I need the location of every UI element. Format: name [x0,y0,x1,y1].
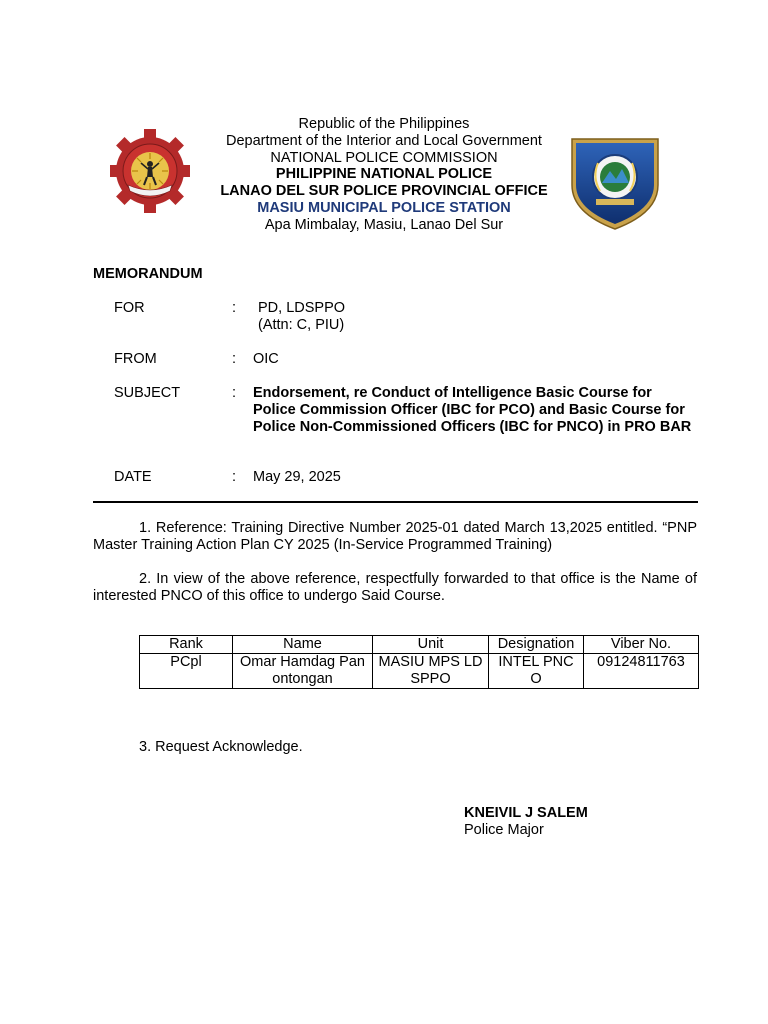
memo-date-value: May 29, 2025 [253,469,341,485]
header-commission: NATIONAL POLICE COMMISSION [270,149,498,166]
column-header-unit: Unit [373,636,489,654]
table-row [140,654,699,689]
paragraph-acknowledge: 3. Request Acknowledge. [139,739,303,755]
header-station: MASIU MUNICIPAL POLICE STATION [257,199,511,216]
memo-for-value [258,300,703,334]
memo-colon: : [232,351,237,367]
letterhead [0,116,768,234]
header-address: Apa Mimbalay, Masiu, Lanao Del Sur [264,216,504,233]
table-header-row [140,636,699,654]
memo-for-attn: (Attn: C, PIU) [258,317,345,333]
header-provincial-office: LANAO DEL SUR POLICE PROVINCIAL OFFICE [220,183,548,200]
header-agency: PHILIPPINE NATIONAL POLICE [275,166,493,183]
cell-unit: MASIU MPS LDSPPO [373,654,489,689]
header-department: Department of the Interior and Local Government [226,132,542,149]
signatory-name: KNEIVIL J SALEM [464,805,588,821]
paragraph-reference: 1. Reference: Training Directive Number 2025-01 dated March 13,2025 entitled. “PNP Master Training Action Plan CY 2025 (In-Service Programmed Training) [93,520,697,553]
memo-title: MEMORANDUM [93,266,203,282]
column-header-name: Name [233,636,373,654]
memo-from-label: FROM [114,351,157,367]
memo-colon: : [232,469,237,485]
memo-from-value: OIC [253,351,279,367]
personnel-table [139,635,699,689]
column-header-rank: Rank [140,636,233,654]
column-header-designation: Designation [489,636,584,654]
signatory-rank: Police Major [464,822,544,838]
cell-name: Omar Hamdag Panontongan [233,654,373,689]
memo-date-label: DATE [114,469,152,485]
cell-rank: PCpl [140,654,233,689]
paragraph-endorsement: 2. In view of the above reference, respectfully forwarded to that office is the Name of interested PNCO of this office to undergo Said Course. [93,571,697,604]
memo-colon: : [232,385,237,401]
memo-for-label: FOR [114,300,145,316]
memo-subject-label: SUBJECT [114,385,181,401]
column-header-viber: Viber No. [584,636,699,654]
memo-for-recipient: PD, LDSPPO [258,300,346,316]
memo-subject-value: Endorsement, re Conduct of Intelligence Basic Course for Police Commission Officer (IBC for PCO) and Basic Course for Police Non-Commissioned Officers (IBC for PNCO) in PRO BAR [253,385,692,435]
cell-viber: 09124811763 [584,654,699,689]
cell-designation: INTEL PNCO [489,654,584,689]
header-country: Republic of the Philippines [298,116,470,132]
memo-colon: : [232,300,237,316]
header-divider [93,501,698,503]
